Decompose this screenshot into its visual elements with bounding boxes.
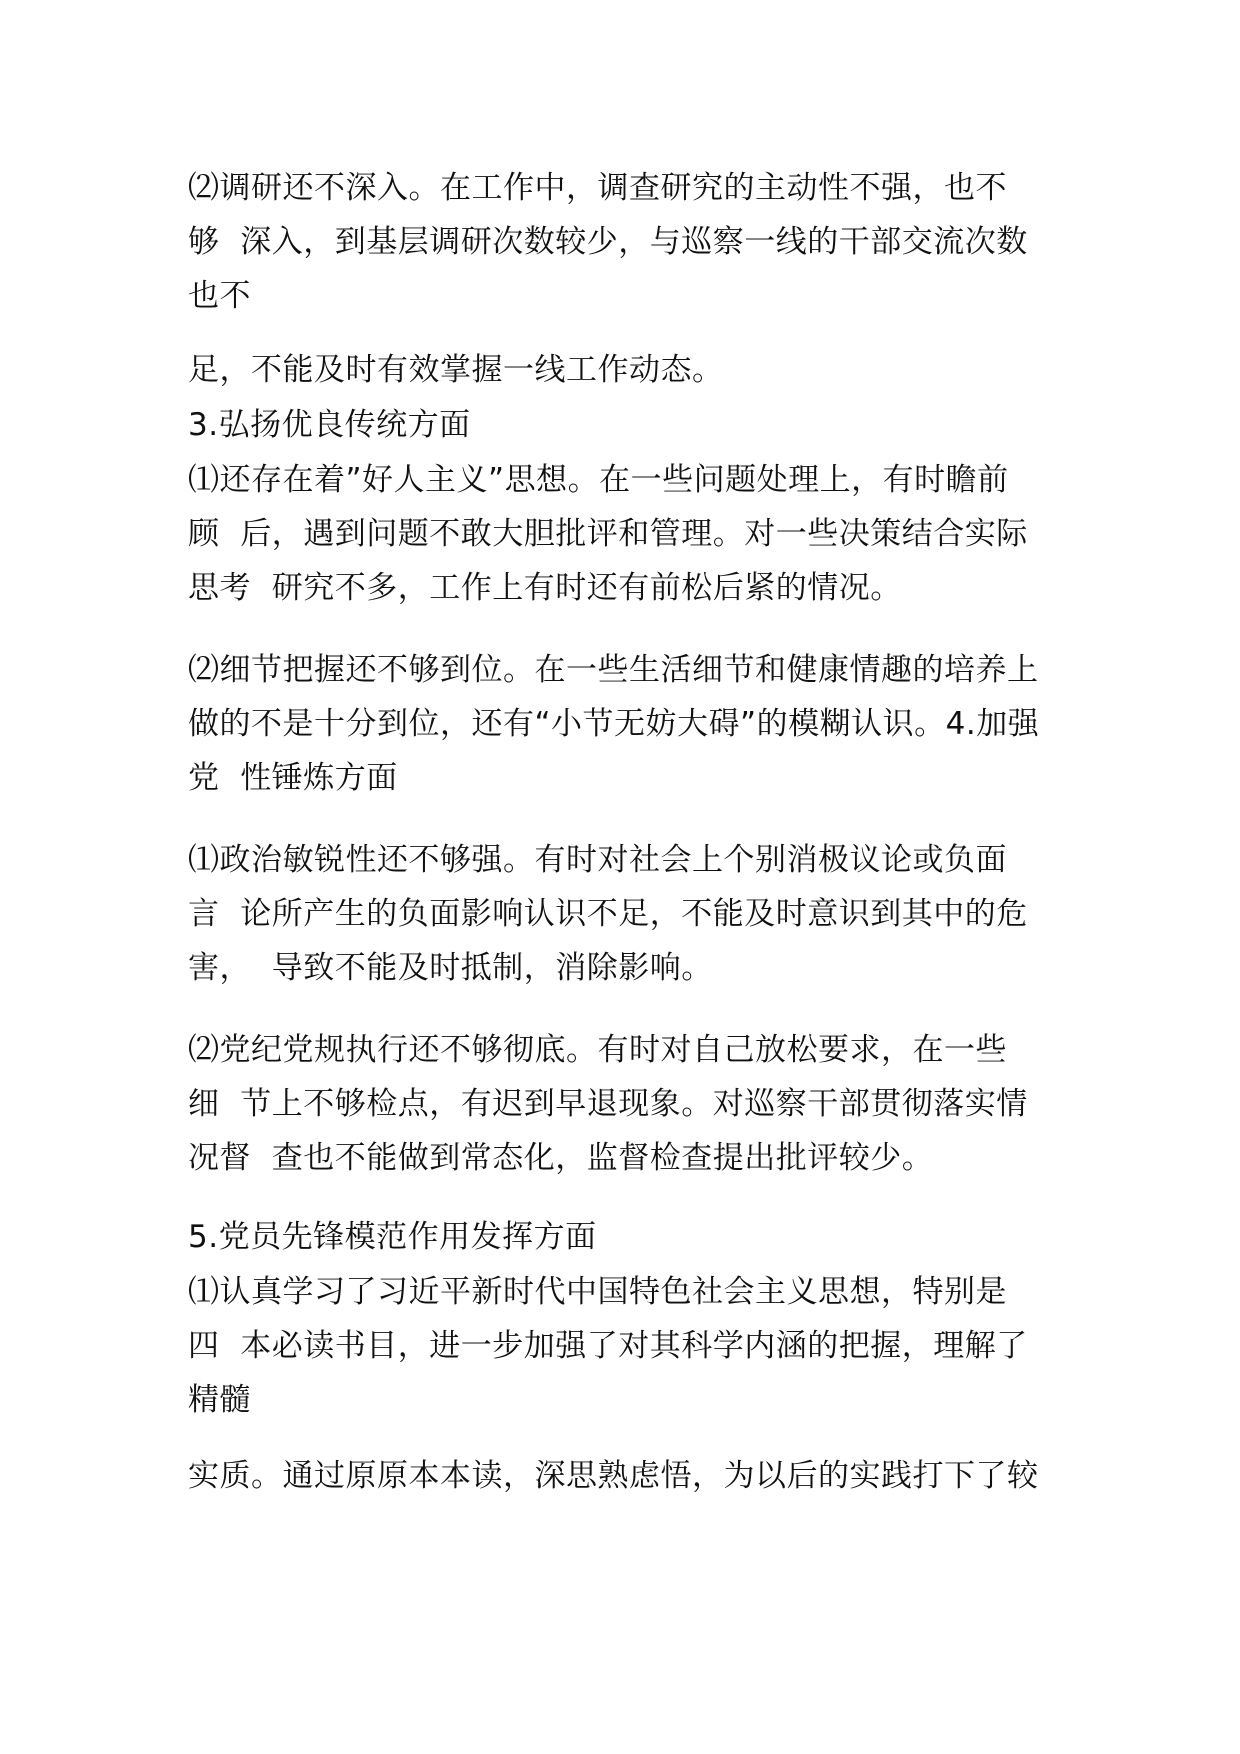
text-line: ⑴政治敏锐性还不够强。有时对社会上个别消极议论或负面 — [188, 842, 1007, 878]
text-line: ⑴认真学习了习近平新时代中国特色社会主义思想，特别是 — [188, 1274, 1007, 1310]
text-line: 足，不能及时有效掌握一线工作动态。 — [188, 352, 724, 388]
section-heading: 5.党员先锋模范作用发挥方面 — [188, 1219, 597, 1255]
text-line: ⑵细节把握还不够到位。在一些生活细节和健康情趣的培养上 — [188, 652, 1039, 688]
text-line: 做的不是十分到位，还有“小节无妨大碍”的模糊认识。4.加强 — [188, 706, 1040, 742]
text-line: 实质。通过原原本本读，深思熟虑悟，为以后的实践打下了较 — [188, 1458, 1039, 1494]
text-line: 顾 后，遇到问题不敢大胆批评和管理。对一些决策结合实际 — [188, 516, 1028, 552]
text-line: 况督 查也不能做到常态化，监督检查提出批评较少。 — [188, 1140, 934, 1176]
text-line: 也不 — [188, 278, 251, 314]
text-line: 细 节上不够检点，有迟到早退现象。对巡察干部贯彻落实情 — [188, 1086, 1028, 1122]
text-line: 够 深入，到基层调研次数较少，与巡察一线的干部交流次数 — [188, 224, 1028, 260]
text-line: 思考 研究不多，工作上有时还有前松后紧的情况。 — [188, 570, 902, 606]
text-line: 党 性锤炼方面 — [188, 760, 398, 796]
text-line: ⑵调研还不深入。在工作中，调查研究的主动性不强，也不 — [188, 170, 1007, 206]
text-line: ⑴还存在着”好人主义”思想。在一些问题处理上，有时瞻前 — [188, 462, 1009, 498]
text-line: 四 本必读书目，进一步加强了对其科学内涵的把握，理解了 — [188, 1328, 1028, 1364]
text-line: ⑵党纪党规执行还不够彻底。有时对自己放松要求，在一些 — [188, 1032, 1007, 1068]
section-heading: 3.弘扬优良传统方面 — [188, 407, 471, 443]
text-line: 精髓 — [188, 1382, 251, 1418]
text-line: 言 论所产生的负面影响认识不足，不能及时意识到其中的危 — [188, 896, 1028, 932]
text-line: 害， 导致不能及时抵制，消除影响。 — [188, 950, 713, 986]
